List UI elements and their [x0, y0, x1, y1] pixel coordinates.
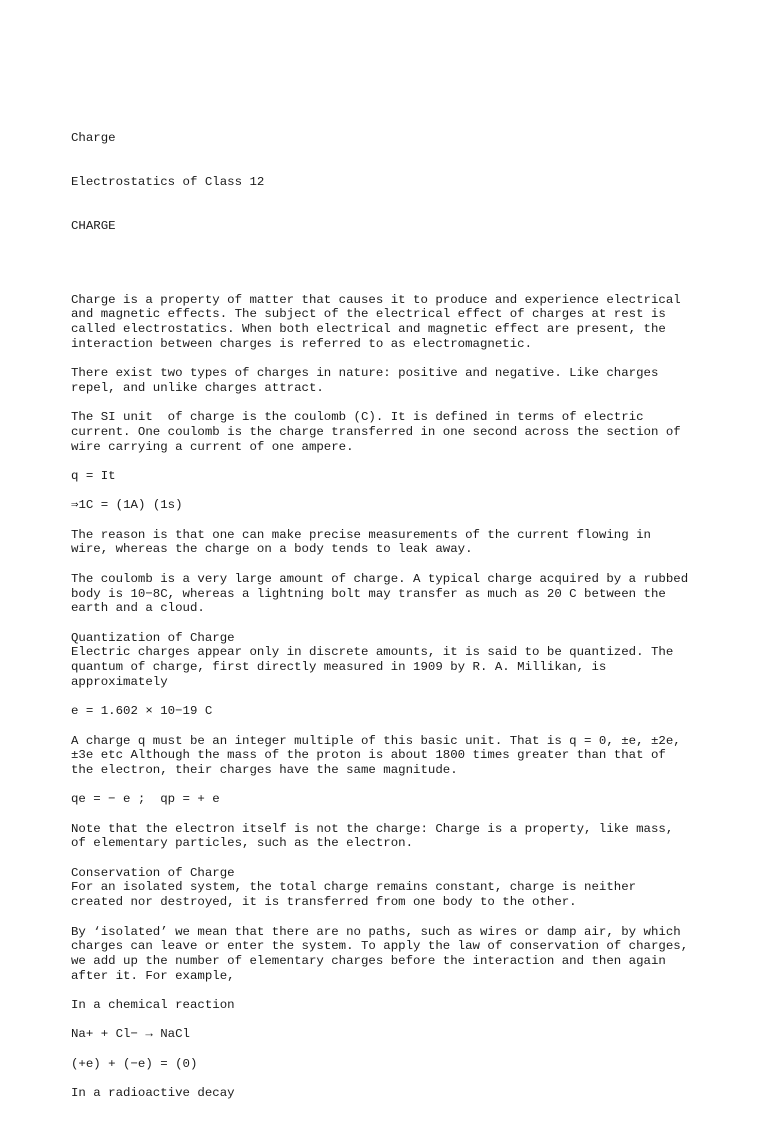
- text-line: current. One coulomb is the charge transferred in one second across the section of: [71, 424, 681, 439]
- text-line: quantum of charge, first directly measured in 1909 by R. A. Millikan, is: [71, 660, 607, 675]
- text-line: qe = − e ; qp = + e: [71, 792, 220, 807]
- text-line: approximately: [71, 674, 168, 689]
- paragraph: [71, 498, 711, 513]
- paragraph: [71, 866, 711, 910]
- text-line: Na+ + Cl− → NaCl: [71, 1027, 190, 1042]
- text-line: ±3e etc Although the mass of the proton is about 1800 times greater than that of: [71, 748, 666, 763]
- paragraph: [71, 366, 711, 395]
- paragraph: [71, 572, 711, 616]
- text-line: created nor destroyed, it is transferred from one body to the other.: [71, 895, 577, 910]
- section-heading: CHARGE: [71, 219, 116, 234]
- paragraph: [71, 792, 711, 807]
- paragraph: [71, 822, 711, 851]
- text-line: The coulomb is a very large amount of charge. A typical charge acquired by a rubbed: [71, 571, 689, 586]
- text-line: called electrostatics. When both electrical and magnetic effect are present, the: [71, 321, 666, 336]
- paragraph: [71, 528, 711, 557]
- document-page: [71, 72, 711, 1130]
- text-line: after it. For example,: [71, 968, 235, 983]
- text-line: The SI unit of charge is the coulomb (C). It is defined in terms of electric: [71, 410, 644, 425]
- text-line: For an isolated system, the total charge remains constant, charge is neither: [71, 880, 637, 895]
- text-line: wire carrying a current of one ampere.: [71, 439, 354, 454]
- text-line: the electron, their charges have the same magnitude.: [71, 762, 458, 777]
- text-line: ⇒1C = (1A) (1s): [71, 498, 183, 513]
- paragraph: [71, 293, 711, 352]
- paragraph: [71, 998, 711, 1013]
- text-line: we add up the number of elementary charges before the interaction and then again: [71, 953, 666, 968]
- text-line: e = 1.602 × 10−19 C: [71, 704, 213, 719]
- text-line: earth and a cloud.: [71, 601, 205, 616]
- text-line: Conservation of Charge: [71, 865, 235, 880]
- text-line: By ‘isolated’ we mean that there are no paths, such as wires or damp air, by which: [71, 924, 681, 939]
- text-line: and magnetic effects. The subject of the electrical effect of charges at rest is: [71, 307, 666, 322]
- text-line: body is 10−8C, whereas a lightning bolt may transfer as much as 20 C between the: [71, 586, 666, 601]
- text-line: Quantization of Charge: [71, 630, 235, 645]
- paragraph: [71, 469, 711, 484]
- text-line: wire, whereas the charge on a body tends to leak away.: [71, 542, 473, 557]
- text-line: interaction between charges is referred to as electromagnetic.: [71, 336, 533, 351]
- text-line: (+e) + (−e) = (0): [71, 1056, 198, 1071]
- text-line: A charge q must be an integer multiple of this basic unit. That is q = 0, ±e, ±2e,: [71, 733, 681, 748]
- text-line: q = It: [71, 468, 116, 483]
- text-line: Electric charges appear only in discrete amounts, it is said to be quantized. The: [71, 645, 674, 660]
- text-line: There exist two types of charges in nature: positive and negative. Like charges: [71, 366, 659, 381]
- document-title: Charge: [71, 130, 116, 145]
- text-line: repel, and unlike charges attract.: [71, 380, 324, 395]
- text-line: charges can leave or enter the system. To apply the law of conservation of charges,: [71, 939, 689, 954]
- document-body: [71, 293, 711, 1101]
- paragraph: [71, 925, 711, 984]
- document-subtitle: Electrostatics of Class 12: [71, 174, 265, 189]
- text-line: Charge is a property of matter that causes it to produce and experience electrical: [71, 292, 681, 307]
- paragraph: [71, 410, 711, 454]
- paragraph: [71, 1086, 711, 1101]
- text-line: In a chemical reaction: [71, 998, 235, 1013]
- paragraph: [71, 1027, 711, 1042]
- document-header: [71, 101, 711, 263]
- text-line: In a radioactive decay: [71, 1086, 235, 1101]
- paragraph: [71, 704, 711, 719]
- paragraph: [71, 1057, 711, 1072]
- text-line: The reason is that one can make precise measurements of the current flowing in: [71, 527, 651, 542]
- paragraph: [71, 631, 711, 690]
- text-line: Note that the electron itself is not the charge: Charge is a property, like mass,: [71, 821, 674, 836]
- paragraph: [71, 734, 711, 778]
- text-line: of elementary particles, such as the electron.: [71, 836, 414, 851]
